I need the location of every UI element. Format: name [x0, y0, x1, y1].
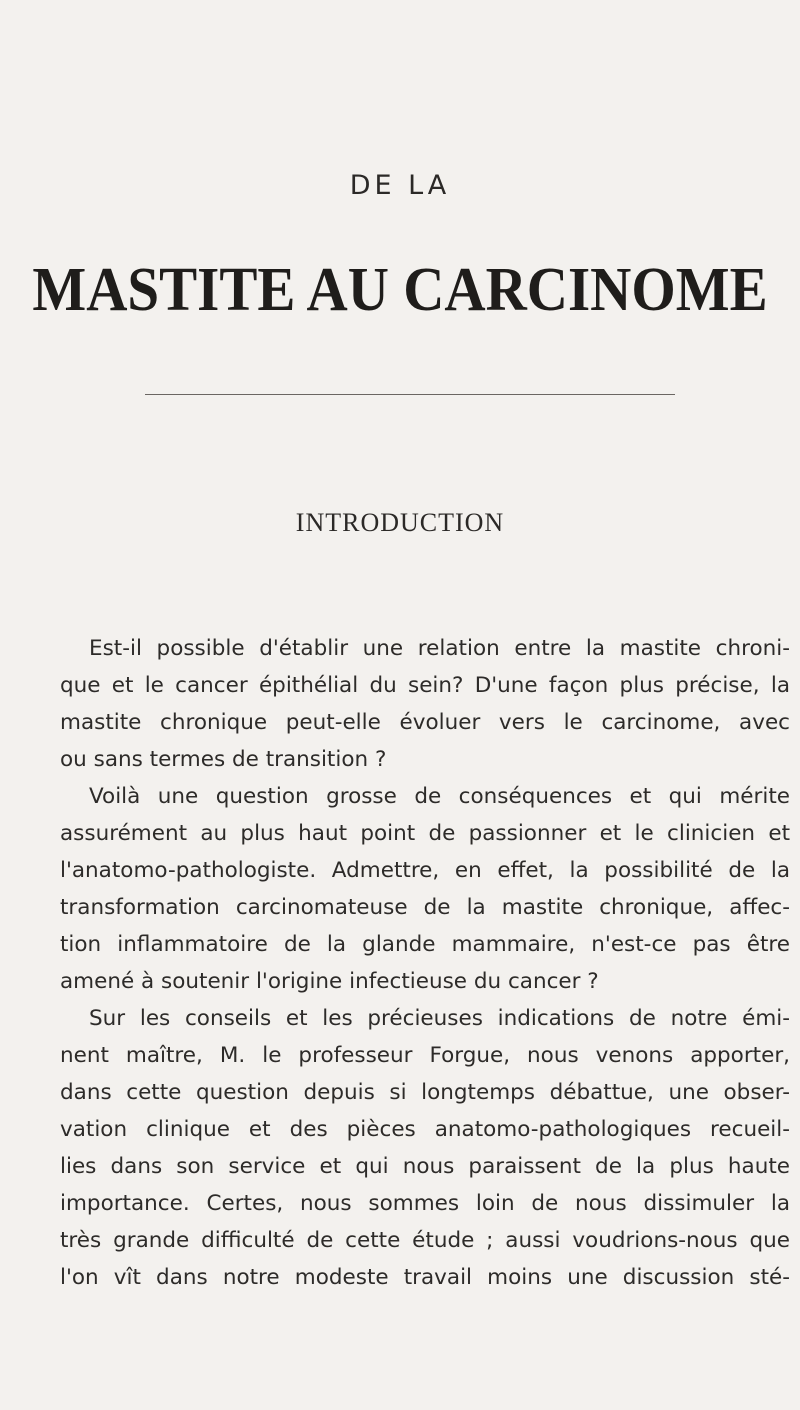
text-line: Sur les conseils et les précieuses indications de notre émi- — [89, 1006, 790, 1031]
text-line: mastite chronique peut-elle évoluer vers le carcinome, avec — [60, 710, 790, 735]
text-line: très grande difficulté de cette étude ; aussi voudrions-nous que — [60, 1228, 790, 1253]
text-line: Voilà une question grosse de conséquences et qui mérite — [89, 784, 790, 809]
text-line: l'anatomo-pathologiste. Admettre, en effet, la possibilité de la — [60, 858, 790, 883]
text-line: que et le cancer épithélial du sein? D'une façon plus précise, la — [60, 673, 790, 698]
text-line: tion inflammatoire de la glande mammaire, n'est-ce pas être — [60, 932, 790, 957]
text-line: Est-il possible d'établir une relation entre la mastite chroni- — [89, 636, 790, 661]
text-line: dans cette question depuis si longtemps débattue, une obser- — [60, 1080, 790, 1105]
paragraph-1 — [60, 630, 790, 778]
text-line: l'on vît dans notre modeste travail moins une discussion sté- — [60, 1265, 790, 1290]
text-line: importance. Certes, nous sommes loin de nous dissimuler la — [60, 1191, 790, 1216]
text-line: nent maître, M. le professeur Forgue, nous venons apporter, — [60, 1043, 790, 1068]
text-line: transformation carcinomateuse de la mastite chronique, affec- — [60, 895, 790, 920]
body-text — [60, 630, 790, 1296]
title-divider — [145, 394, 675, 395]
text-line: lies dans son service et qui nous paraissent de la plus haute — [60, 1154, 790, 1179]
text-line: vation clinique et des pièces anatomo-pathologiques recueil- — [60, 1117, 790, 1142]
text-line: amené à soutenir l'origine infectieuse du cancer ? — [60, 969, 599, 994]
pre-title: DE LA — [349, 170, 451, 201]
paragraph-3 — [60, 1000, 790, 1296]
text-line: assurément au plus haut point de passionner et le clinicien et — [60, 821, 790, 846]
section-title: INTRODUCTION — [295, 508, 505, 537]
text-line: ou sans termes de transition ? — [60, 747, 387, 772]
main-title: MASTITE AU CARCINOME — [32, 256, 768, 324]
paragraph-2 — [60, 778, 790, 1000]
